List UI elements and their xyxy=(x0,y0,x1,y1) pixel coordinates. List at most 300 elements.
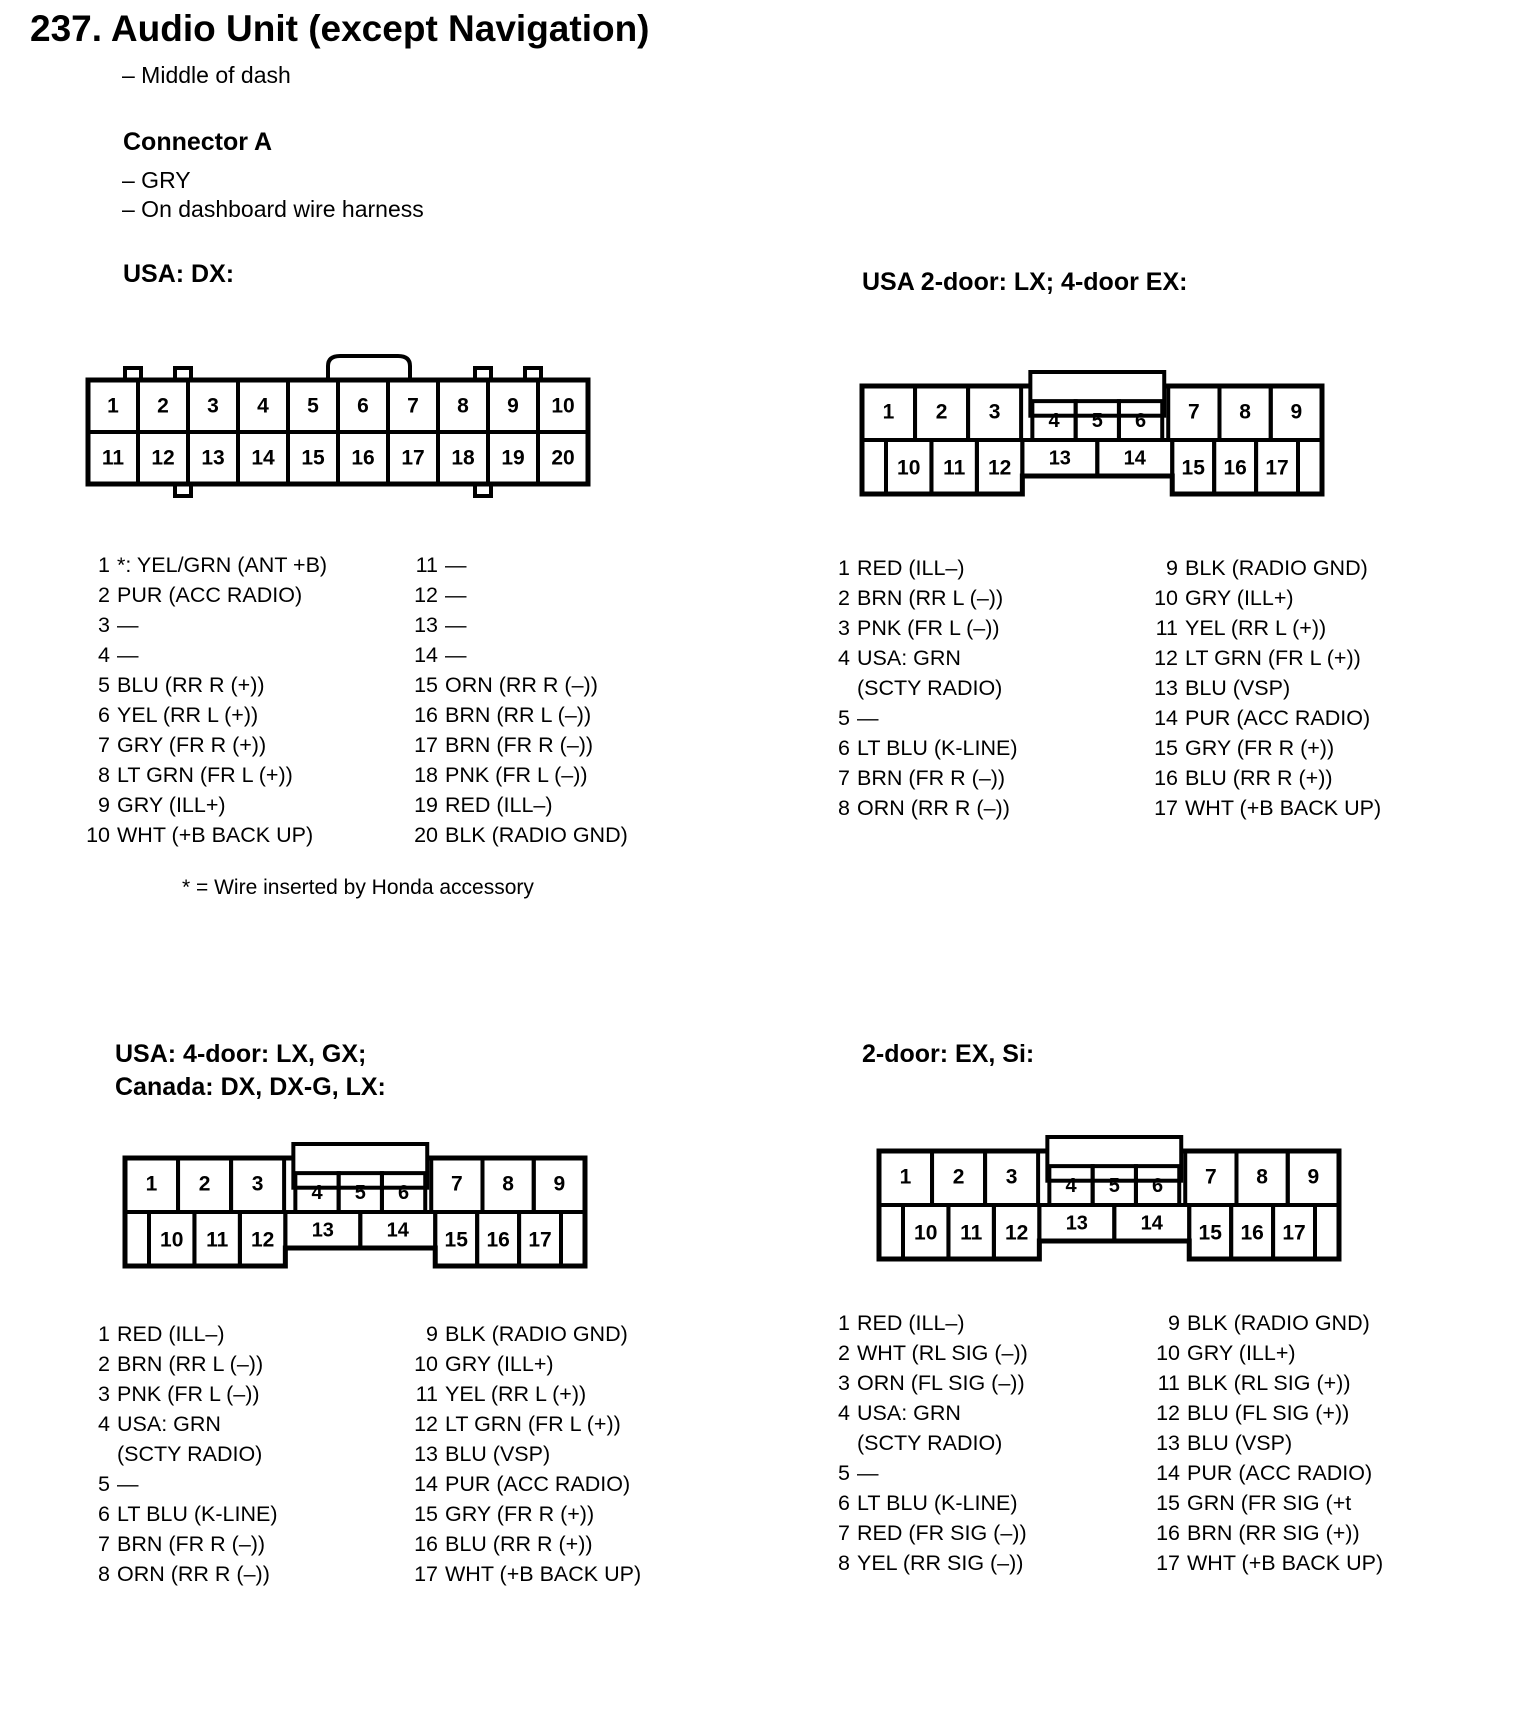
pin-row xyxy=(1150,583,1381,613)
pin-description: BRN (RR L (–)) xyxy=(117,1352,264,1376)
pin-description: BLK (RL SIG (+)) xyxy=(1187,1371,1351,1395)
pin-number: 1 xyxy=(838,1311,850,1335)
pin-description: BLK (RADIO GND) xyxy=(1185,556,1368,580)
pin-description: BLK (RADIO GND) xyxy=(1187,1311,1370,1335)
pin-row xyxy=(82,1379,278,1409)
pin-description: PUR (ACC RADIO) xyxy=(1187,1461,1373,1485)
pin-row xyxy=(1150,613,1381,643)
pin-number: 9 xyxy=(1166,556,1178,580)
pin-number: 4 xyxy=(98,643,110,667)
pin-number: 5 xyxy=(98,673,110,697)
pin-number: 15 xyxy=(1156,1491,1180,1515)
pin-description: — xyxy=(445,553,467,577)
pin-row xyxy=(82,610,327,640)
pin-label: 7 xyxy=(1188,400,1200,424)
pin-number: 14 xyxy=(414,643,438,667)
variant-heading-usa-dx: USA: DX: xyxy=(123,260,235,288)
pin-row xyxy=(410,550,628,580)
pin-number: 4 xyxy=(838,1401,850,1425)
pin-label: 15 xyxy=(444,1228,468,1252)
connector-diagram-17pin-b xyxy=(121,1140,601,1280)
pin-label: 13 xyxy=(201,446,225,470)
pin-row xyxy=(82,580,327,610)
pin-row xyxy=(822,1398,1028,1428)
pin-label: 2 xyxy=(157,394,169,418)
pin-number: 1 xyxy=(98,553,110,577)
pin-description: WHT (+B BACK UP) xyxy=(445,1562,642,1586)
pin-row xyxy=(1150,763,1381,793)
pin-row xyxy=(82,1319,278,1349)
pin-number: 13 xyxy=(414,1442,438,1466)
pin-row xyxy=(1150,643,1381,673)
pin-number: 3 xyxy=(838,1371,850,1395)
pin-label: 14 xyxy=(251,446,275,470)
pin-label: 3 xyxy=(1005,1165,1018,1189)
pin-row xyxy=(822,1458,1028,1488)
footnote: * = Wire inserted by Honda accessory xyxy=(182,876,534,899)
pin-label: 17 xyxy=(528,1228,552,1252)
pin-number: 16 xyxy=(414,1532,438,1556)
pin-label: 19 xyxy=(501,446,525,470)
pin-row xyxy=(822,1338,1028,1368)
pin-description: RED (ILL–) xyxy=(857,1311,965,1335)
pin-row xyxy=(82,1439,278,1469)
pin-description: RED (ILL–) xyxy=(857,556,965,580)
pin-row xyxy=(1150,553,1381,583)
pin-number: 8 xyxy=(98,763,110,787)
pin-row xyxy=(822,583,1018,613)
pin-description: LT GRN (FR L (+)) xyxy=(1185,646,1361,670)
pin-number: 4 xyxy=(98,1412,110,1436)
pin-description: PNK (FR L (–)) xyxy=(117,1382,260,1406)
pin-row xyxy=(822,673,1018,703)
pin-number: 11 xyxy=(1157,1371,1180,1395)
pin-row xyxy=(410,1439,641,1469)
page-title: 237. Audio Unit (except Navigation) xyxy=(30,8,650,49)
pin-description: — xyxy=(117,1472,139,1496)
pin-description: USA: GRN xyxy=(857,646,961,670)
pin-number: 13 xyxy=(1154,676,1178,700)
pin-number: 11 xyxy=(415,1382,438,1406)
pin-row xyxy=(82,1349,278,1379)
pin-row xyxy=(410,1529,641,1559)
pin-description: LT BLU (K-LINE) xyxy=(117,1502,278,1526)
pin-number: 3 xyxy=(98,613,110,637)
pin-label: 5 xyxy=(307,394,319,418)
pin-row xyxy=(1152,1488,1383,1518)
pin-number: 19 xyxy=(414,793,438,817)
pin-label: 16 xyxy=(351,446,375,470)
pin-label: 12 xyxy=(250,1228,275,1252)
pin-label: 6 xyxy=(1152,1174,1164,1197)
pin-label: 1 xyxy=(882,400,895,424)
pin-description: YEL (RR L (+)) xyxy=(117,703,259,727)
pin-description: WHT (+B BACK UP) xyxy=(1185,796,1382,820)
pin-description: BRN (RR L (–)) xyxy=(445,703,592,727)
pin-label: 9 xyxy=(1307,1165,1320,1189)
pin-row xyxy=(410,1469,641,1499)
pin-description: BLU (RR R (+)) xyxy=(1185,766,1333,790)
pin-row xyxy=(822,1308,1028,1338)
pin-label: 9 xyxy=(553,1172,566,1196)
connector-harness: – On dashboard wire harness xyxy=(122,196,424,222)
pin-number: 15 xyxy=(414,673,438,697)
pin-number: 9 xyxy=(1168,1311,1180,1335)
pin-description: (SCTY RADIO) xyxy=(117,1442,263,1466)
pin-label: 6 xyxy=(357,394,369,418)
pin-row xyxy=(1152,1398,1383,1428)
pin-row xyxy=(410,1349,641,1379)
pin-row xyxy=(410,730,628,760)
pin-description: GRN (FR SIG (+t xyxy=(1187,1491,1352,1515)
pin-description: PUR (ACC RADIO) xyxy=(1185,706,1371,730)
pin-label: 2 xyxy=(198,1172,211,1196)
pin-label: 4 xyxy=(257,394,269,418)
pin-row xyxy=(822,1428,1028,1458)
pin-description: USA: GRN xyxy=(117,1412,221,1436)
pin-number: 6 xyxy=(98,703,110,727)
pin-row xyxy=(410,790,628,820)
pin-label: 14 xyxy=(1123,447,1146,470)
variant-heading-usa-canada-line1: USA: 4-door: LX, GX; xyxy=(115,1040,367,1068)
pin-number: 11 xyxy=(415,553,438,577)
pin-label: 11 xyxy=(960,1221,983,1245)
pin-label: 4 xyxy=(1065,1174,1077,1197)
pin-label: 6 xyxy=(1135,409,1147,432)
pin-row xyxy=(410,1559,641,1589)
connector-diagram-20pin xyxy=(80,340,600,510)
pin-description: ORN (RR R (–)) xyxy=(445,673,598,697)
pin-number: 5 xyxy=(838,706,850,730)
pin-number: 8 xyxy=(838,1551,850,1575)
pin-number: 17 xyxy=(414,1562,438,1586)
pin-description: YEL (RR SIG (–)) xyxy=(857,1551,1024,1575)
pin-label: 15 xyxy=(1198,1221,1222,1245)
pin-description: USA: GRN xyxy=(857,1401,961,1425)
pin-number: 10 xyxy=(1156,1341,1180,1365)
pin-label: 8 xyxy=(502,1172,514,1196)
pin-number: 14 xyxy=(1154,706,1178,730)
pin-description: LT GRN (FR L (+)) xyxy=(445,1412,621,1436)
pin-label: 3 xyxy=(988,400,1001,424)
pin-row xyxy=(1152,1518,1383,1548)
pin-number: 1 xyxy=(98,1322,110,1346)
pin-number: 16 xyxy=(1156,1521,1180,1545)
connector-latch xyxy=(328,356,410,380)
pin-label: 13 xyxy=(1065,1212,1088,1235)
pin-number: 12 xyxy=(1154,646,1178,670)
pin-number: 7 xyxy=(838,1521,850,1545)
pin-number: 2 xyxy=(98,1352,110,1376)
pin-row xyxy=(410,1319,641,1349)
pin-number: 1 xyxy=(838,556,850,580)
pin-description: WHT (+B BACK UP) xyxy=(117,823,314,847)
pin-number: 14 xyxy=(1156,1461,1180,1485)
pin-row xyxy=(1152,1308,1383,1338)
pin-label: 11 xyxy=(206,1228,229,1252)
pin-row xyxy=(82,1529,278,1559)
pin-number: 10 xyxy=(414,1352,438,1376)
pin-row xyxy=(410,580,628,610)
pin-list-left xyxy=(822,553,1018,823)
pin-row xyxy=(1150,673,1381,703)
pin-description: RED (ILL–) xyxy=(445,793,553,817)
pin-row xyxy=(410,1409,641,1439)
pin-description: LT GRN (FR L (+)) xyxy=(117,763,293,787)
pin-number: 13 xyxy=(414,613,438,637)
pin-row xyxy=(822,1368,1028,1398)
pin-description: PNK (FR L (–)) xyxy=(857,616,1000,640)
location-note: – Middle of dash xyxy=(122,62,291,88)
pin-row xyxy=(410,670,628,700)
pin-description: — xyxy=(117,613,139,637)
pin-description: ORN (RR R (–)) xyxy=(117,1562,270,1586)
pin-label: 1 xyxy=(899,1165,912,1189)
pin-label: 7 xyxy=(1205,1165,1217,1189)
pin-row xyxy=(82,1469,278,1499)
pin-description: ORN (RR R (–)) xyxy=(857,796,1010,820)
pin-label: 13 xyxy=(311,1219,334,1242)
pin-description: GRY (FR R (+)) xyxy=(445,1502,595,1526)
pin-description: — xyxy=(445,613,467,637)
pin-row xyxy=(82,820,327,850)
pin-label: 15 xyxy=(301,446,325,470)
pin-description: RED (ILL–) xyxy=(117,1322,225,1346)
pin-row xyxy=(1150,793,1381,823)
pin-description: GRY (FR R (+)) xyxy=(117,733,267,757)
variant-heading-2door-ex-si: 2-door: EX, Si: xyxy=(862,1040,1035,1068)
pin-number: 8 xyxy=(838,796,850,820)
pin-description: — xyxy=(857,706,879,730)
pin-description: YEL (RR L (+)) xyxy=(445,1382,587,1406)
pin-label: 10 xyxy=(551,394,575,418)
pin-label: 12 xyxy=(987,456,1012,480)
pin-description: PUR (ACC RADIO) xyxy=(445,1472,631,1496)
pin-label: 15 xyxy=(1181,456,1205,480)
pin-label: 12 xyxy=(151,446,175,470)
pin-number: 7 xyxy=(838,766,850,790)
pin-row xyxy=(822,643,1018,673)
pin-number: 2 xyxy=(838,1341,850,1365)
pin-list-left xyxy=(82,1319,278,1589)
pin-label: 6 xyxy=(398,1181,410,1204)
pin-description: BLK (RADIO GND) xyxy=(445,823,628,847)
pin-description: — xyxy=(445,643,467,667)
pin-row xyxy=(410,700,628,730)
pin-label: 10 xyxy=(160,1228,184,1252)
pin-list-left xyxy=(822,1308,1028,1578)
pin-label: 16 xyxy=(486,1228,510,1252)
pin-label: 12 xyxy=(1004,1221,1029,1245)
pin-row xyxy=(822,613,1018,643)
pin-row xyxy=(82,550,327,580)
pin-description: BRN (FR R (–)) xyxy=(117,1532,266,1556)
pin-list-left xyxy=(82,550,327,850)
pin-row xyxy=(822,553,1018,583)
pin-row xyxy=(822,733,1018,763)
pin-row xyxy=(82,730,327,760)
pin-number: 6 xyxy=(838,736,850,760)
pin-row xyxy=(82,1559,278,1589)
pin-description: RED (FR SIG (–)) xyxy=(857,1521,1027,1545)
pin-label: 10 xyxy=(897,456,921,480)
pin-description: GRY (ILL+) xyxy=(1187,1341,1296,1365)
pin-number: 11 xyxy=(1155,616,1178,640)
variant-heading-usa-canada-line2: Canada: DX, DX-G, LX: xyxy=(115,1073,386,1101)
pin-number: 5 xyxy=(838,1461,850,1485)
pin-description: BLU (RR R (+)) xyxy=(117,673,265,697)
pin-number: 5 xyxy=(98,1472,110,1496)
pin-label: 2 xyxy=(935,400,948,424)
pin-label: 8 xyxy=(1239,400,1251,424)
pin-number: 16 xyxy=(1154,766,1178,790)
pin-row xyxy=(410,1499,641,1529)
pin-label: 17 xyxy=(401,446,425,470)
pin-row xyxy=(1152,1428,1383,1458)
pin-number: 10 xyxy=(86,823,110,847)
pin-label: 20 xyxy=(551,446,575,470)
pin-label: 16 xyxy=(1240,1221,1264,1245)
pin-number: 17 xyxy=(1154,796,1178,820)
pin-number: 2 xyxy=(98,583,110,607)
pin-label: 9 xyxy=(1290,400,1303,424)
pin-label: 16 xyxy=(1223,456,1247,480)
pin-label: 5 xyxy=(1091,409,1103,432)
pin-description: — xyxy=(445,583,467,607)
pin-description: BRN (RR L (–)) xyxy=(857,586,1004,610)
pin-row xyxy=(1152,1548,1383,1578)
pin-number xyxy=(822,673,850,703)
pin-description: (SCTY RADIO) xyxy=(857,676,1003,700)
pin-description: BLU (VSP) xyxy=(445,1442,551,1466)
pin-row xyxy=(822,763,1018,793)
pin-description: *: YEL/GRN (ANT +B) xyxy=(117,553,328,577)
pin-description: GRY (ILL+) xyxy=(117,793,226,817)
pin-row xyxy=(82,700,327,730)
pin-label: 18 xyxy=(451,446,475,470)
pin-label: 11 xyxy=(101,446,125,470)
pin-description: YEL (RR L (+)) xyxy=(1185,616,1327,640)
pin-number: 6 xyxy=(98,1502,110,1526)
pin-description: LT BLU (K-LINE) xyxy=(857,736,1018,760)
pin-description: WHT (RL SIG (–)) xyxy=(857,1341,1028,1365)
pin-row xyxy=(410,640,628,670)
pin-row xyxy=(1152,1368,1383,1398)
pin-label: 9 xyxy=(507,394,519,418)
pin-label: 7 xyxy=(451,1172,463,1196)
pin-number: 15 xyxy=(1154,736,1178,760)
connector-diagram-17pin-c xyxy=(875,1133,1355,1273)
pin-row xyxy=(1152,1338,1383,1368)
pin-description: BRN (FR R (–)) xyxy=(445,733,594,757)
pin-description: BRN (FR R (–)) xyxy=(857,766,1006,790)
pin-label: 17 xyxy=(1282,1221,1306,1245)
connector-color: – GRY xyxy=(122,167,191,193)
pin-description: BRN (RR SIG (+)) xyxy=(1187,1521,1360,1545)
pin-row xyxy=(82,790,327,820)
variant-heading-usa-lx-ex: USA 2-door: LX; 4-door EX: xyxy=(862,268,1188,296)
pin-description: GRY (FR R (+)) xyxy=(1185,736,1335,760)
pin-description: — xyxy=(117,643,139,667)
pin-description: GRY (ILL+) xyxy=(1185,586,1294,610)
pin-number: 12 xyxy=(1156,1401,1180,1425)
pin-description: BLK (RADIO GND) xyxy=(445,1322,628,1346)
pin-description: — xyxy=(857,1461,879,1485)
pin-description: BLU (VSP) xyxy=(1187,1431,1293,1455)
pin-number: 12 xyxy=(414,1412,438,1436)
pin-number: 17 xyxy=(1156,1551,1180,1575)
pin-number: 3 xyxy=(838,616,850,640)
pin-label: 11 xyxy=(943,456,966,480)
pin-number: 2 xyxy=(838,586,850,610)
pin-label: 8 xyxy=(457,394,469,418)
pin-row xyxy=(1152,1458,1383,1488)
pin-label: 2 xyxy=(952,1165,965,1189)
pin-list-right xyxy=(1152,1308,1383,1578)
pin-list-right xyxy=(410,550,628,850)
pin-row xyxy=(82,670,327,700)
pin-label: 3 xyxy=(251,1172,264,1196)
pin-label: 1 xyxy=(107,394,119,418)
pin-number: 7 xyxy=(98,1532,110,1556)
pin-number: 13 xyxy=(1156,1431,1180,1455)
pin-label: 7 xyxy=(407,394,419,418)
pin-number: 10 xyxy=(1154,586,1178,610)
pin-label: 4 xyxy=(311,1181,323,1204)
pin-row xyxy=(822,1518,1028,1548)
pin-number: 3 xyxy=(98,1382,110,1406)
pin-list-right xyxy=(1150,553,1381,823)
pin-number: 14 xyxy=(414,1472,438,1496)
pin-number: 7 xyxy=(98,733,110,757)
pin-row xyxy=(1150,733,1381,763)
pin-description: PUR (ACC RADIO) xyxy=(117,583,303,607)
pin-list-right xyxy=(410,1319,641,1589)
pin-number xyxy=(82,1439,110,1469)
pin-row xyxy=(822,793,1018,823)
pin-number: 8 xyxy=(98,1562,110,1586)
pin-description: (SCTY RADIO) xyxy=(857,1431,1003,1455)
pin-description: GRY (ILL+) xyxy=(445,1352,554,1376)
pin-row xyxy=(1150,703,1381,733)
pin-row xyxy=(410,610,628,640)
pin-row xyxy=(82,1409,278,1439)
pin-number: 12 xyxy=(414,583,438,607)
pin-label: 3 xyxy=(207,394,219,418)
pin-label: 13 xyxy=(1048,447,1071,470)
pin-row xyxy=(410,760,628,790)
pin-label: 1 xyxy=(145,1172,158,1196)
pin-number: 17 xyxy=(414,733,438,757)
pin-label: 8 xyxy=(1256,1165,1268,1189)
pin-label: 5 xyxy=(354,1181,366,1204)
pin-number: 9 xyxy=(426,1322,438,1346)
pin-number: 15 xyxy=(414,1502,438,1526)
pin-description: PNK (FR L (–)) xyxy=(445,763,588,787)
pin-label: 17 xyxy=(1265,456,1289,480)
pin-label: 14 xyxy=(1140,1212,1163,1235)
pin-description: BLU (FL SIG (+)) xyxy=(1187,1401,1350,1425)
pin-row xyxy=(82,760,327,790)
pin-description: ORN (FL SIG (–)) xyxy=(857,1371,1025,1395)
pin-label: 10 xyxy=(914,1221,938,1245)
pin-row xyxy=(410,1379,641,1409)
pin-label: 4 xyxy=(1048,409,1060,432)
pin-row xyxy=(410,820,628,850)
pin-number: 18 xyxy=(414,763,438,787)
pin-number xyxy=(822,1428,850,1458)
pin-description: LT BLU (K-LINE) xyxy=(857,1491,1018,1515)
